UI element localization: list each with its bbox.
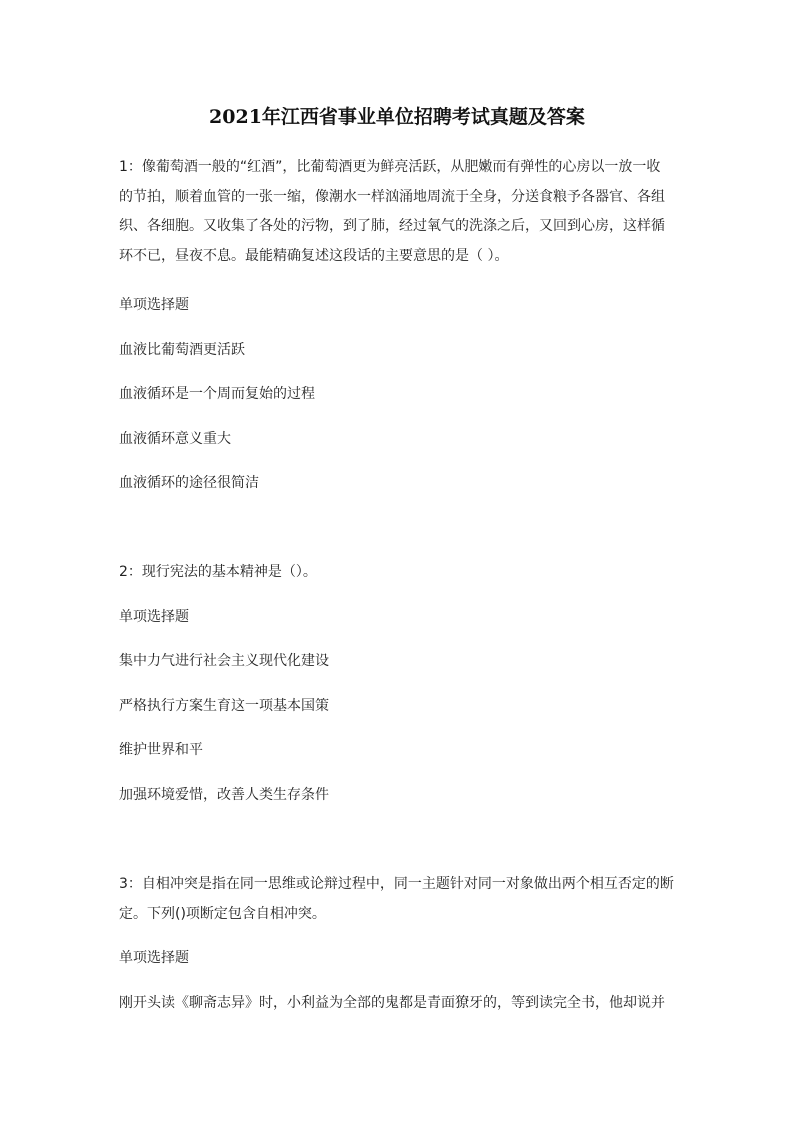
question-3-type: 单项选择题 [119,950,189,966]
question-3-option: 刚开头读《聊斋志异》时，小利益为全部的鬼都是青面獠牙的，等到读完全书，他却说并 [119,995,665,1011]
question-1-stem-line: 环不已，昼夜不息。最能精确复述这段话的主要意思的是（ ）。 [119,247,509,264]
question-1-stem-line: 1：像葡萄酒一般的“红酒”，比葡萄酒更为鲜亮活跃，从肥嫩而有弹性的心房以一放一收 [119,159,661,175]
question-1-option: 血液循环意义重大 [119,431,231,447]
question-1-option: 血液比葡萄酒更活跃 [119,342,245,358]
question-2-option: 集中力气进行社会主义现代化建设 [119,653,329,669]
question-2-option: 维护世界和平 [119,742,203,758]
question-3-stem [119,870,677,929]
question-2-option: 加强环境爱惜，改善人类生存条件 [119,787,329,803]
question-1-type: 单项选择题 [119,297,189,313]
question-1-stem-line: 的节拍，顺着血管的一张一缩，像潮水一样汹涌地周流于全身，分送食粮予各器官、各组 [119,188,665,205]
question-2-option: 严格执行方案生育这一项基本国策 [119,698,329,714]
question-1-option: 血液循环的途径很简洁 [119,475,259,491]
question-3-stem-line: 定。下列()项断定包含自相冲突。 [119,905,326,922]
question-3-stem-line: 3：自相冲突是指在同一思维或论辩过程中，同一主题针对同一对象做出两个相互否定的断 [119,876,674,892]
question-1-option: 血液循环是一个周而复始的过程 [119,386,315,402]
document-title: 2021年江西省事业单位招聘考试真题及答案 [209,106,585,128]
question-1-stem [119,153,677,271]
question-2-stem: 2：现行宪法的基本精神是（）。 [119,564,317,580]
question-2-type: 单项选择题 [119,609,189,625]
question-1-stem-line: 织、各细胞。又收集了各处的污物，到了肺，经过氧气的洗涤之后，又回到心房，这样循 [119,218,665,234]
